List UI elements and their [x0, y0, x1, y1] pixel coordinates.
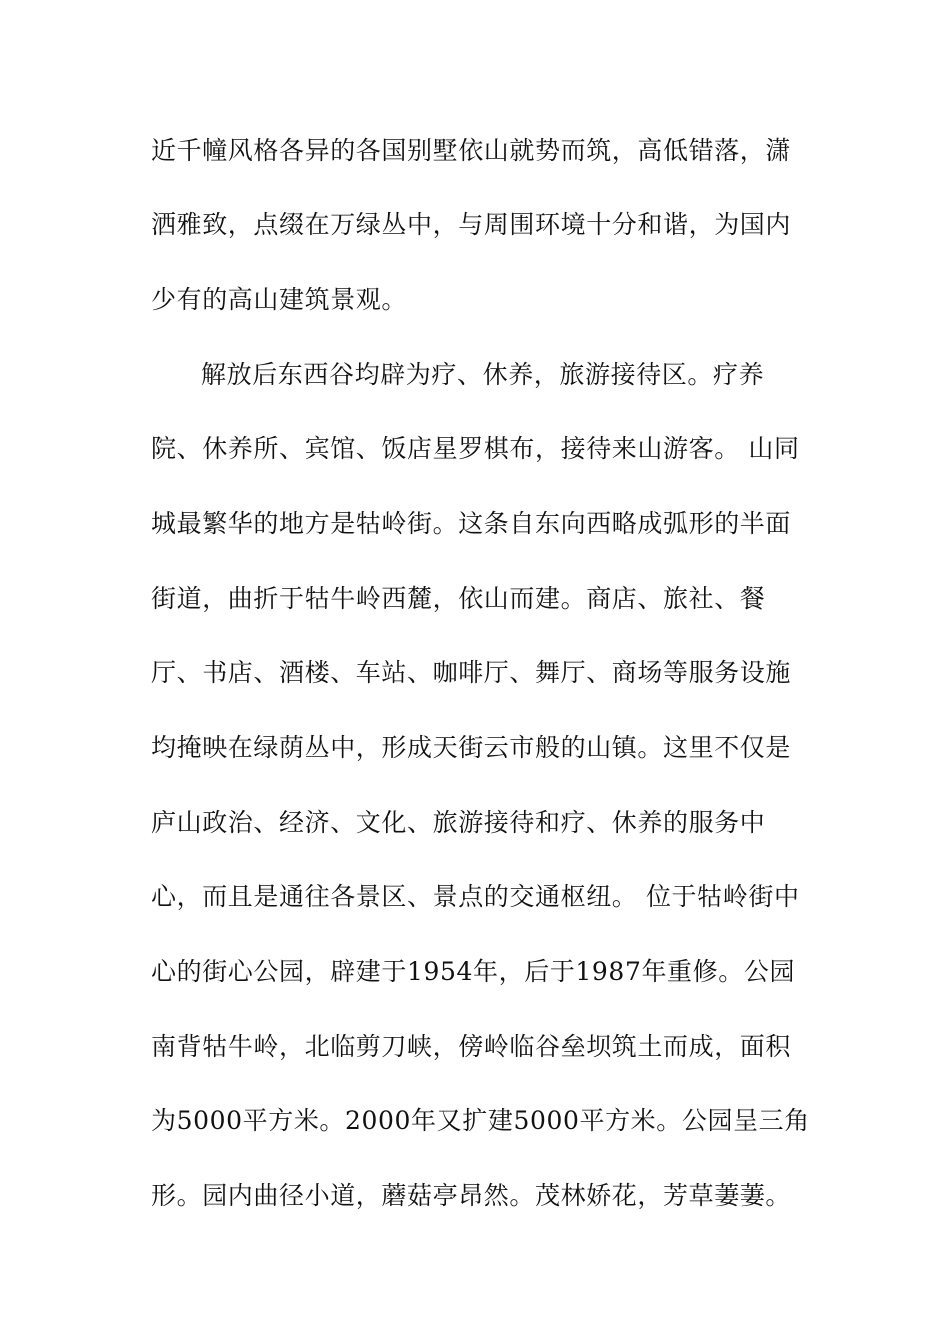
text-line: 形。园内曲径小道，蘑菇亭昂然。茂林娇花，芳草萋萋。: [151, 1181, 792, 1210]
text-line: 院、休养所、宾馆、饭店星罗棋布，接待来山游客。 山同: [151, 434, 800, 463]
text-line: 街道，曲折于牯牛岭西麓，依山而建。商店、旅社、餐: [151, 584, 766, 613]
text-line: 心，而且是通往各景区、景点的交通枢纽。 位于牯岭街中: [151, 882, 800, 911]
text-line: 心的街心公园，辟建于1954年，后于1987年重修。公园: [151, 957, 796, 986]
text-line: 庐山政治、经济、文化、旅游接待和疗、休养的服务中: [151, 808, 766, 837]
text-line: 为5000平方米。2000年又扩建5000平方米。公园呈三角: [151, 1106, 810, 1135]
text-line: 南背牯牛岭，北临剪刀峡，傍岭临谷垒坝筑土而成，面积: [151, 1032, 792, 1061]
text-line: 洒雅致，点缀在万绿丛中，与周围环境十分和谐，为国内: [151, 210, 792, 239]
text-line: 厅、书店、酒楼、车站、咖啡厅、舞厅、商场等服务设施: [151, 658, 792, 687]
text-line: 城最繁华的地方是牯岭街。这条自东向西略成弧形的半面: [151, 509, 792, 538]
text-line: 近千幢风格各异的各国别墅依山就势而筑，高低错落，潇: [151, 136, 792, 165]
text-line: 少有的高山建筑景观。: [151, 285, 408, 314]
paragraph-first-line: 解放后东西谷均辟为疗、休养，旅游接待区。疗养: [201, 360, 765, 389]
text-line: 均掩映在绿荫丛中，形成天街云市般的山镇。这里不仅是: [151, 733, 792, 762]
